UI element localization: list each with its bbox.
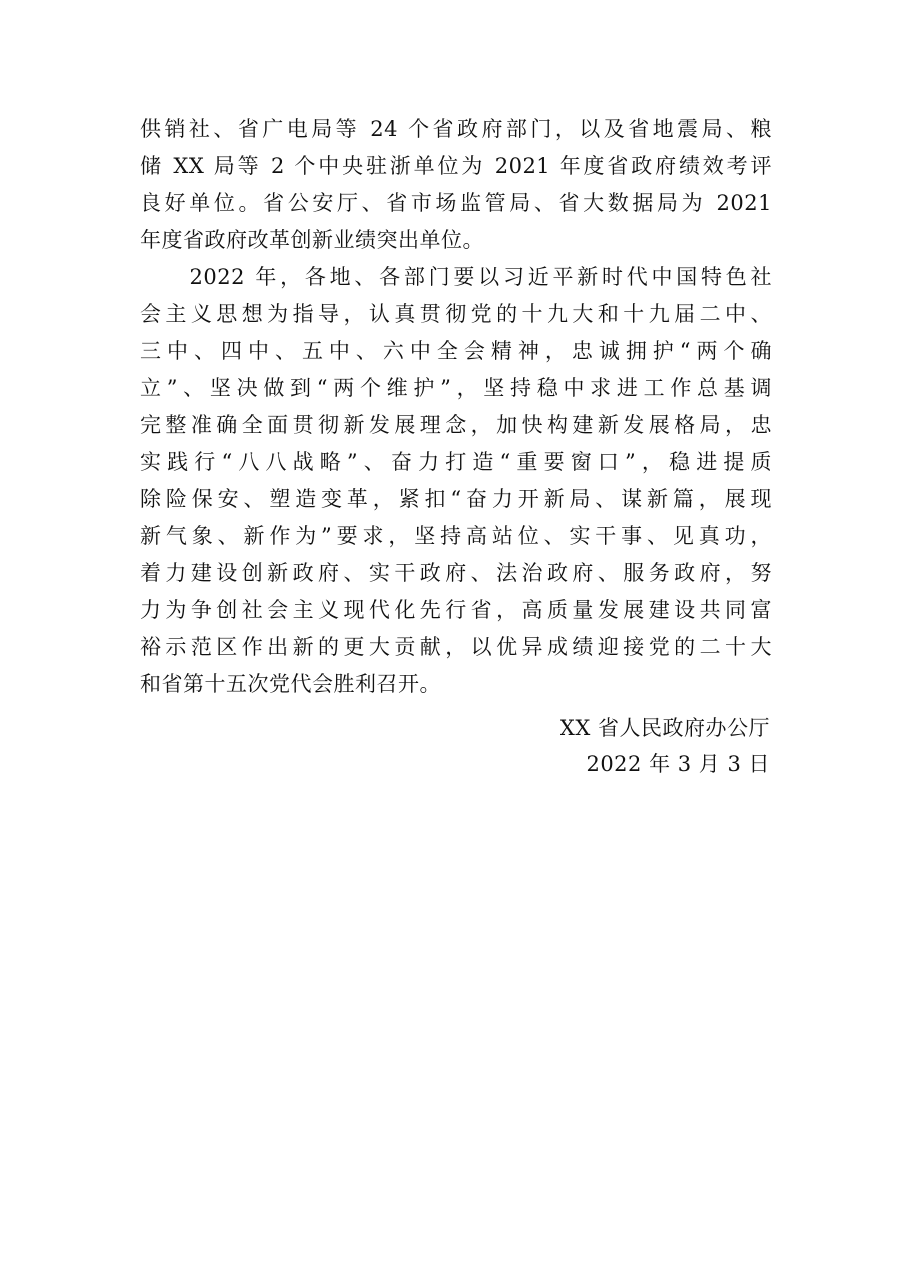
paragraph-2-line-12: 和省第十五次党代会胜利召开。 [140,672,441,696]
paragraph-2-line-5: 完整准确全面贯彻新发展理念，加快构建新发展格局，忠 [140,413,772,437]
issue-date: 2022 年 3 月 3 日 [586,752,770,776]
paragraph-2-line-10: 力为争创社会主义现代化先行省，高质量发展建设共同富 [140,598,772,622]
paragraph-2-line-1: 2022 年，各地、各部门要以习近平新时代中国特色社 [140,265,772,289]
paragraph-1-line-2: 储 XX 局等 2 个中央驻浙单位为 2021 年度省政府绩效考评 [140,154,772,178]
paragraph-2-line-6: 实践行“八八战略”、奋力打造“重要窗口”，稳进提质 [140,450,772,474]
paragraph-2-line-2: 会主义思想为指导，认真贯彻党的十九大和十九届二中、 [140,302,772,326]
document-body [140,111,772,703]
issuer-name: XX 省人民政府办公厅 [559,716,770,740]
paragraph-1-line-4: 年度省政府改革创新业绩突出单位。 [140,228,484,252]
paragraph-2-line-11: 裕示范区作出新的更大贡献，以优异成绩迎接党的二十大 [140,635,772,659]
paragraph-2-line-9: 着力建设创新政府、实干政府、法治政府、服务政府，努 [140,561,772,585]
paragraph-2-line-8: 新气象、新作为”要求，坚持高站位、实干事、见真功， [140,524,772,548]
signature-block [560,710,770,782]
paragraph-2-line-7: 除险保安、塑造变革，紧扣“奋力开新局、谋新篇，展现 [140,487,772,511]
paragraph-2-line-3: 三中、四中、五中、六中全会精神，忠诚拥护“两个确 [140,339,772,363]
paragraph-2-line-4: 立”、坚决做到“两个维护”，坚持稳中求进工作总基调 [140,376,772,400]
paragraph-1-line-3: 良好单位。省公安厅、省市场监管局、省大数据局为 2021 [140,191,772,215]
paragraph-1-line-1: 供销社、省广电局等 24 个省政府部门，以及省地震局、粮 [140,117,772,141]
